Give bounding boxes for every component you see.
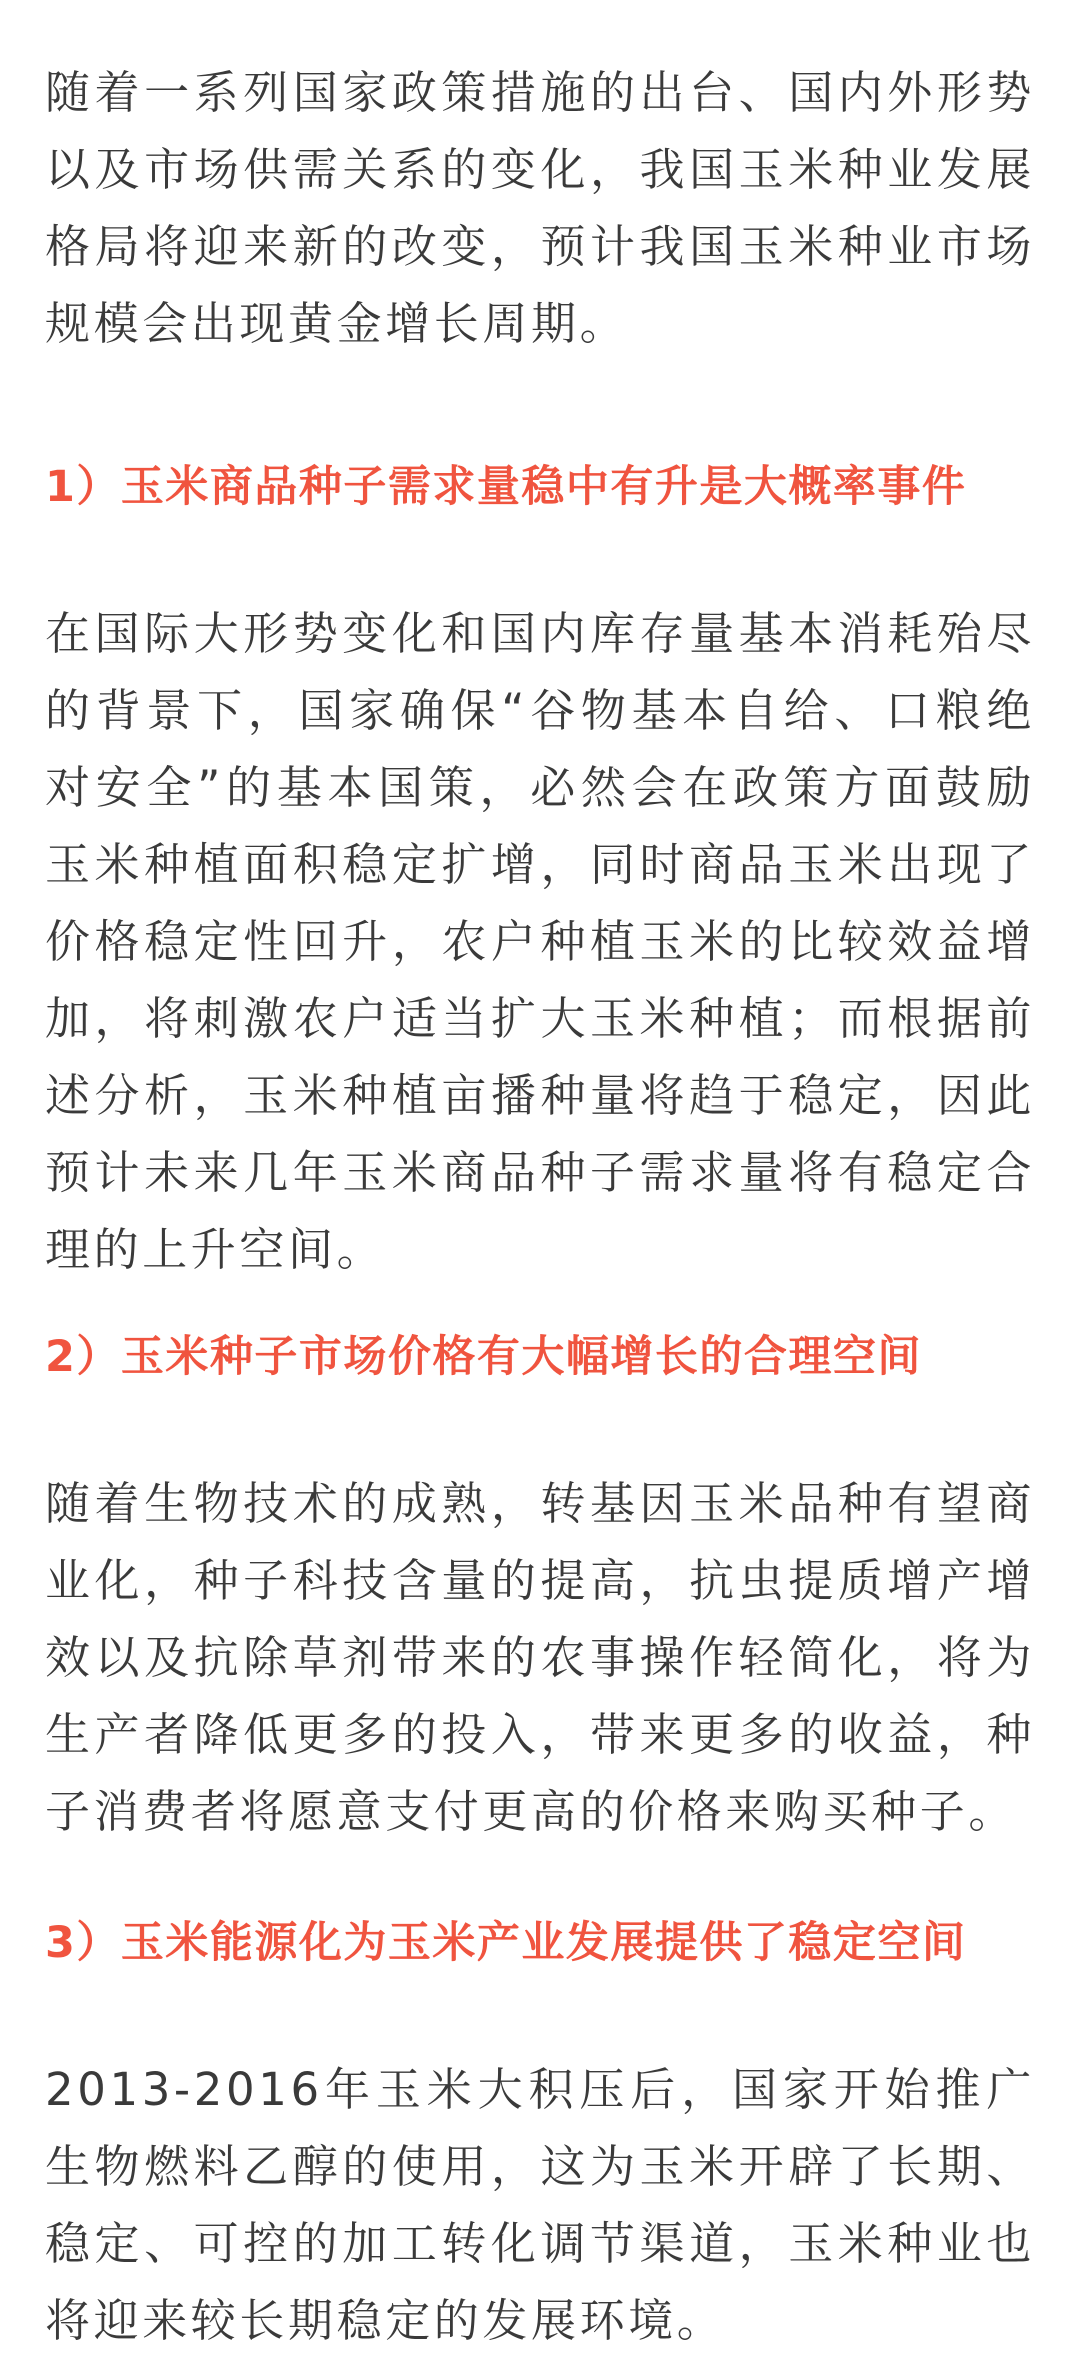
section-3-paragraph: 2013-2016年玉米大积压后，国家开始推广生物燃料乙醇的使用，这为玉米开辟了长期、稳定、可控的加工转化调节渠道，玉米种业也将迎来较长期稳定的发展环境。: [45, 2063, 1035, 2347]
section-2-paragraph: 随着生物技术的成熟，转基因玉米品种有望商业化，种子科技含量的提高，抗虫提质增产增效以及抗除草剂带来的农事操作轻简化，将为生产者降低更多的投入，带来更多的收益，种子消费者将愿意支付更高的价格来购买种子。: [45, 1477, 1035, 1838]
section-1-heading: 1）玉米商品种子需求量稳中有升是大概率事件: [45, 462, 967, 512]
section-1-paragraph: 在国际大形势变化和国内库存量基本消耗殆尽的背景下，国家确保“谷物基本自给、口粮绝对安全”的基本国策，必然会在政策方面鼓励玉米种植面积稳定扩增，同时商品玉米出现了价格稳定性回升，农户种植玉米的比较效益增加，将刺激农户适当扩大玉米种植；而根据前述分析，玉米种植亩播种量将趋于稳定，因此预计未来几年玉米商品种子需求量将有稳定合理的上升空间。: [45, 607, 1035, 1276]
section-2-heading: 2）玉米种子市场价格有大幅增长的合理空间: [45, 1332, 922, 1382]
intro-paragraph: 随着一系列国家政策措施的出台、国内外形势以及市场供需关系的变化，我国玉米种业发展格局将迎来新的改变，预计我国玉米种业市场规模会出现黄金增长周期。: [45, 66, 1035, 350]
section-3-heading: 3）玉米能源化为玉米产业发展提供了稳定空间: [45, 1918, 967, 1968]
